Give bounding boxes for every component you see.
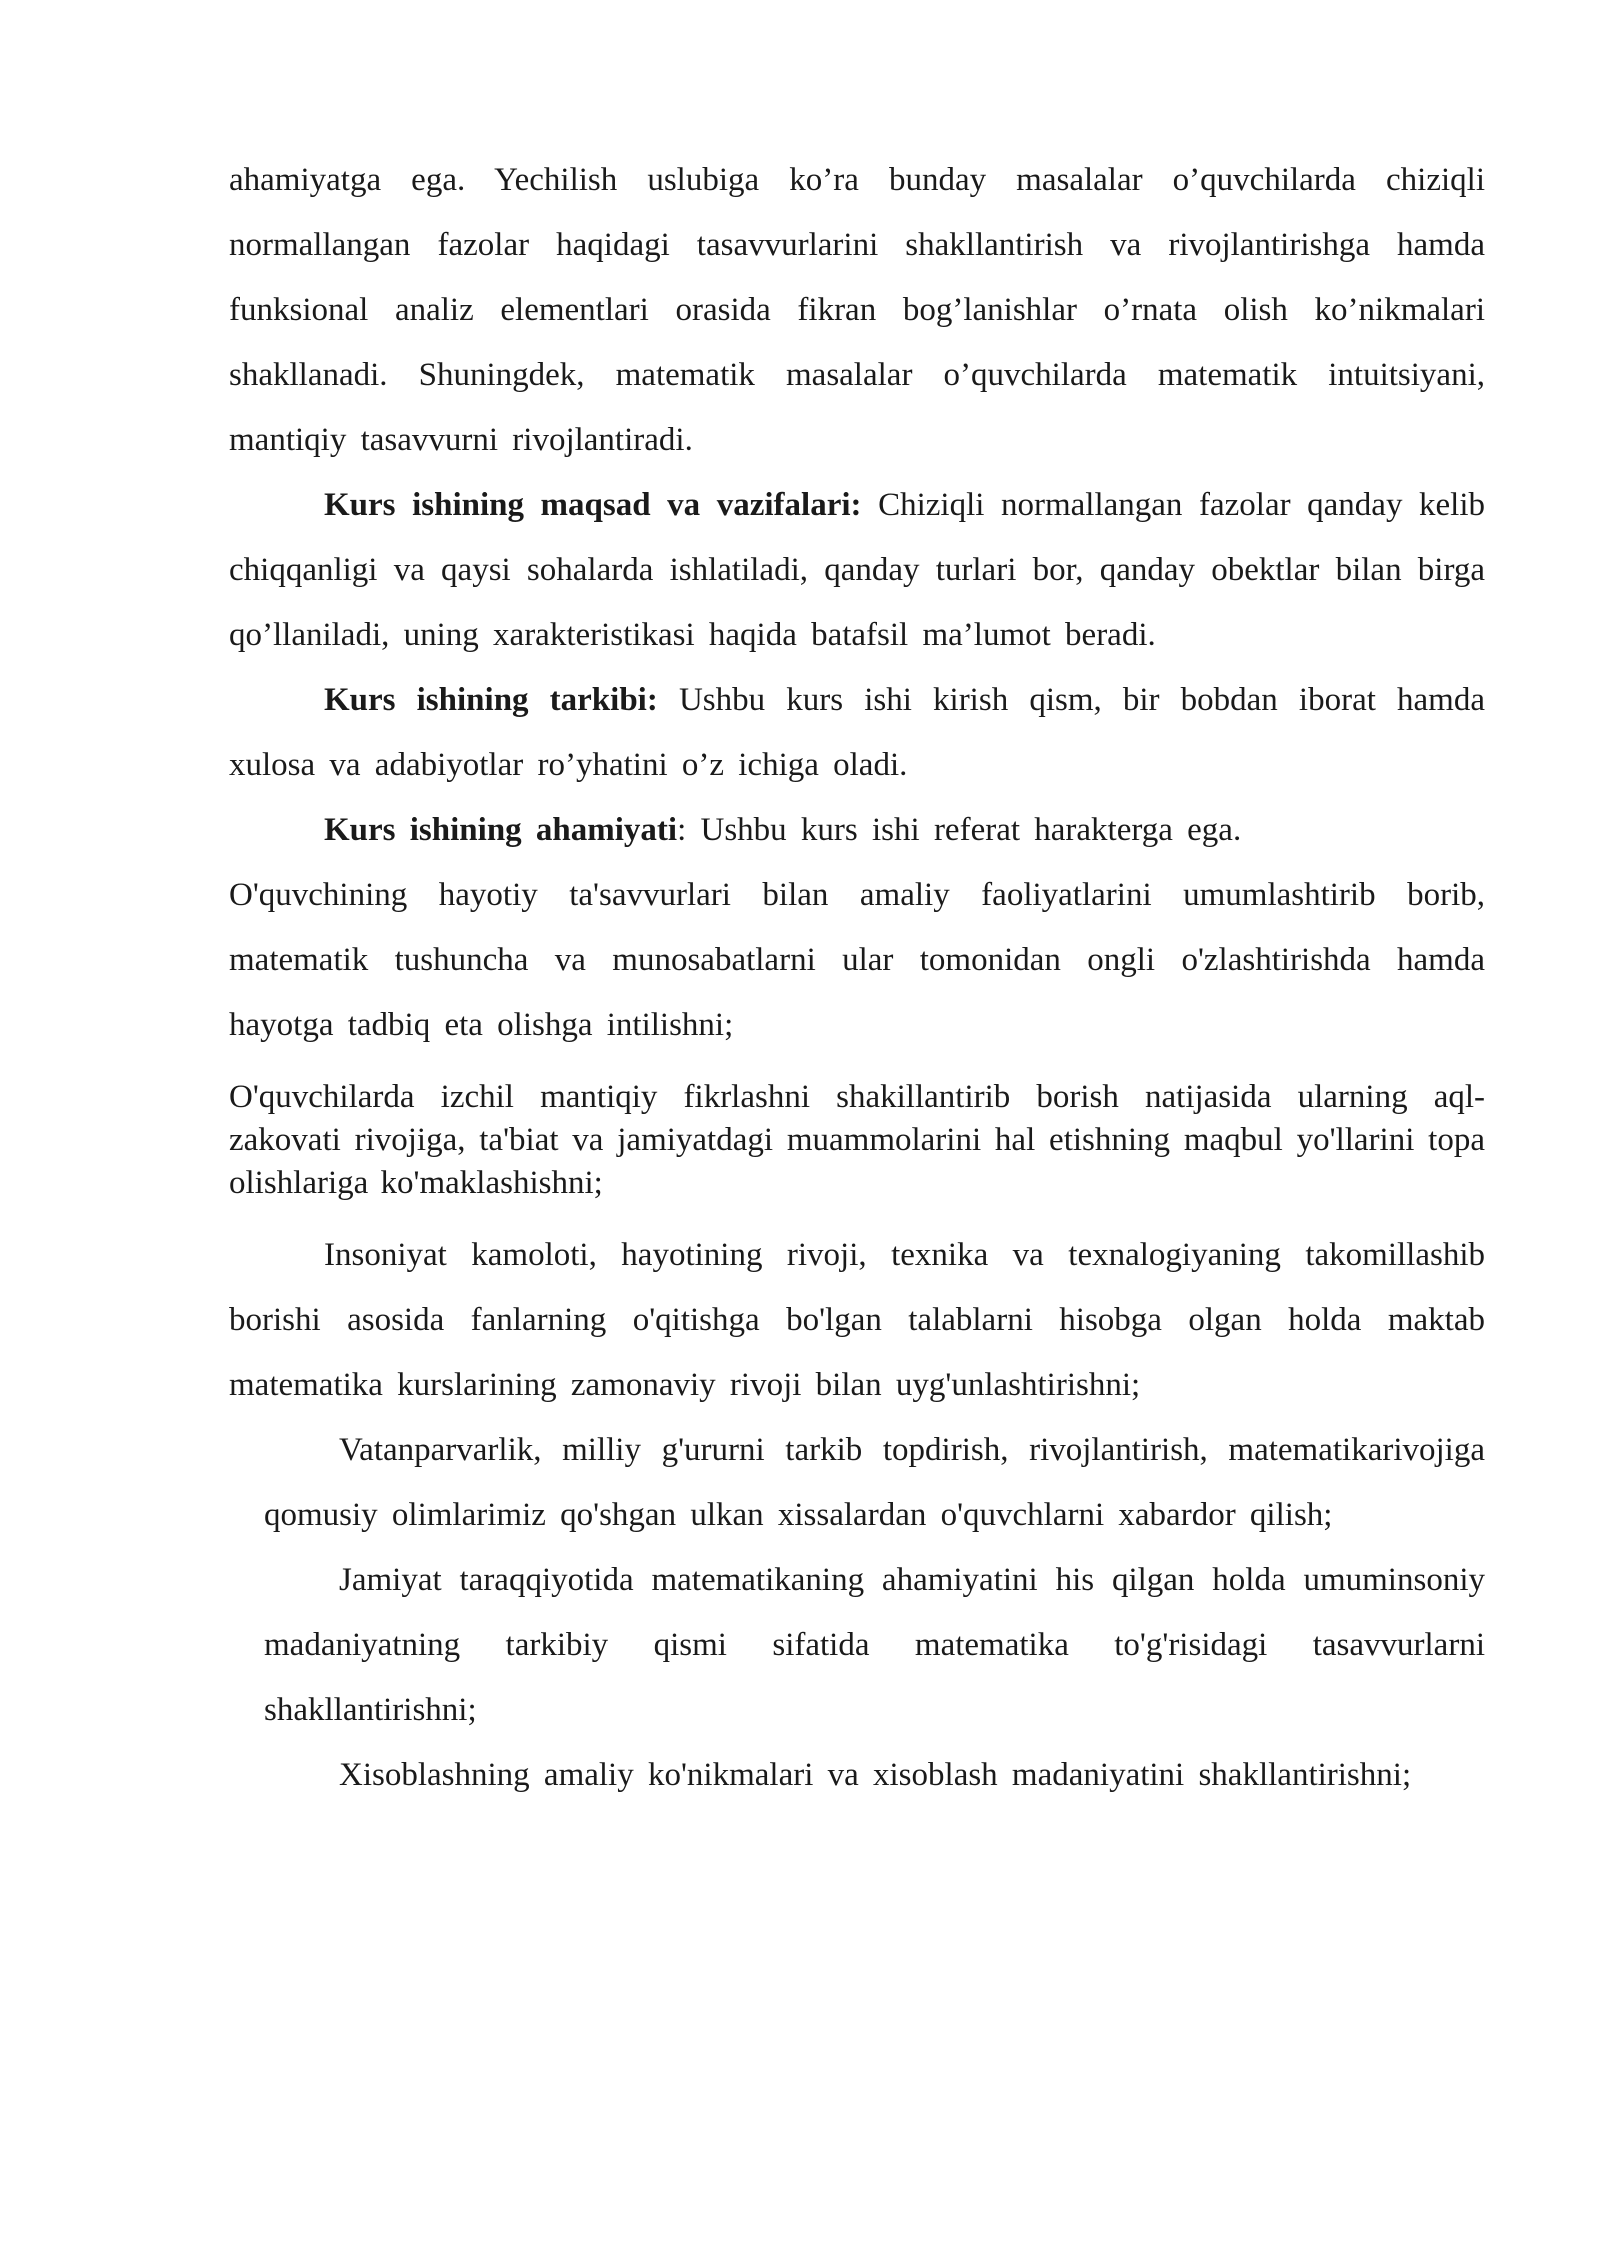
- paragraph-pupil-life: O'quvchining hayotiy ta'savvurlari bilan amaliy faoliyatlarini umumlashtirib borib, matematik tushuncha va munosabatlarni ular tomonidan ongli o'zlashtirishda hamda hayotga tadbiq eta olishga intilishni;: [229, 877, 1485, 1043]
- document-page: [229, 148, 1485, 1808]
- importance-heading: Kurs ishining ahamiyati: [324, 812, 678, 848]
- paragraph-intro: ahamiyatga ega. Yechilish uslubiga ko’ra bunday masalalar o’quvchilarda chiziqli normallangan fazolar haqidagi tasavvurlarini shakllantirish va rivojlantirishga hamda funksional analiz elementlari orasida fikran bog’lanishlar o’rnata olish ko’nikmalari shakllanadi. Shuningdek, matematik masalalar o’quvchilarda matematik intuitsiyani, mantiqiy tasavvurni rivojlantiradi.: [229, 162, 1485, 458]
- structure-text: Ushbu kurs ishi kirish qism, bir bobdan iborat hamda xulosa va adabiyotlar ro’yhatini o’z ichiga oladi.: [229, 682, 1485, 783]
- paragraph-goals: [229, 473, 1485, 668]
- goals-text: Chiziqli normallangan fazolar qanday kelib chiqqanligi va qaysi sohalarda ishlatiladi, qanday turlari bor, qanday obektlar bilan birga qo’llaniladi, uning xarakteristikasi haqida batafsil ma’lumot beradi.: [229, 487, 1485, 653]
- paragraph-importance: [229, 798, 1485, 863]
- structure-heading: Kurs ishining tarkibi:: [324, 682, 658, 718]
- paragraph-logical-thinking: O'quvchilarda izchil mantiqiy fikrlashni shakillantirib borish natijasida ularning aql-zakovati rivojiga, ta'biat va jamiyatdagi muammolarini hal etishning maqbul yo'llarini topa olishlariga ko'maklashishni;: [229, 1079, 1485, 1201]
- objectives-list: [229, 1418, 1485, 1808]
- list-item-patriotism: Vatanparvarlik, milliy g'ururni tarkib topdirish, rivojlantirish, matematikarivojiga qomusiy olimlarimiz qo'shgan ulkan xissalardan o'quvchlarni xabardor qilish;: [264, 1432, 1485, 1533]
- paragraph-humanity: Insoniyat kamoloti, hayotining rivoji, texnika va texnalogiyaning takomillashib borishi asosida fanlarning o'qitishga bo'lgan talablarni hisobga olgan holda maktab matematika kurslarining zamonaviy rivoji bilan uyg'unlashtirishni;: [229, 1237, 1485, 1403]
- goals-heading: Kurs ishining maqsad va vazifalari:: [324, 487, 862, 523]
- paragraph-structure: [229, 668, 1485, 798]
- list-item-calculation: Xisoblashning amaliy ko'nikmalari va xisoblash madaniyatini shakllantirishni;: [339, 1757, 1412, 1793]
- importance-text: : Ushbu kurs ishi referat harakterga ega.: [677, 812, 1242, 848]
- list-item-society: Jamiyat taraqqiyotida matematikaning ahamiyatini his qilgan holda umuminsoniy madaniyatning tarkibiy qismi sifatida matematika to'g'risidagi tasavvurlarni shakllantirishni;: [264, 1562, 1485, 1728]
